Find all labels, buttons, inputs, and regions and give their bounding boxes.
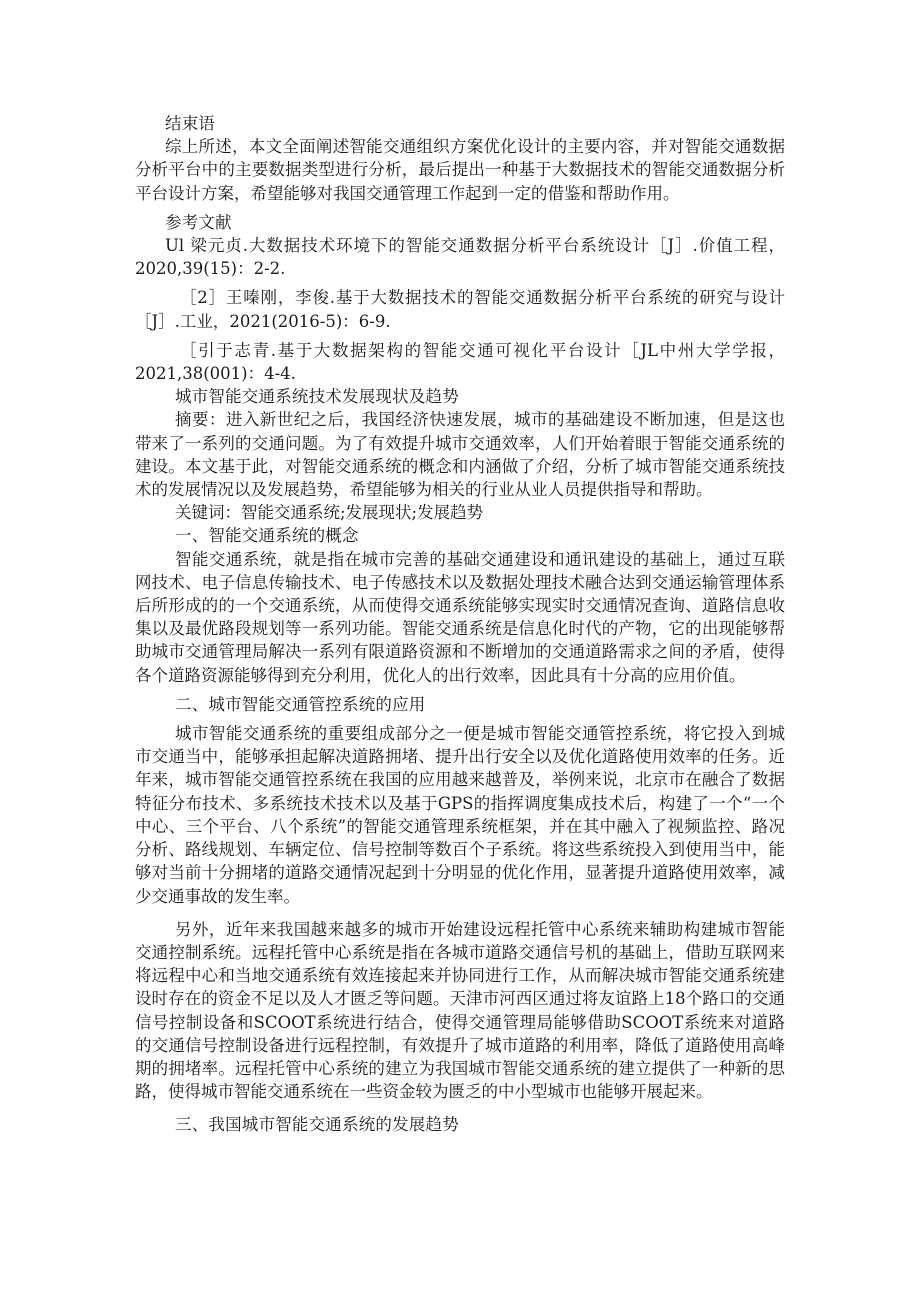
section-1-heading: 一、智能交通系统的概念 xyxy=(175,526,359,546)
section-3-heading: 三、我国城市智能交通系统的发展趋势 xyxy=(175,1115,459,1135)
article-title: 城市智能交通系统技术发展现状及趋势 xyxy=(175,387,459,407)
article-abstract: 摘要：进入新世纪之后，我国经济快速发展，城市的基础建设不断加速，但是这也带来了一系列的交通问题。为了有效提升城市交通效率，人们开始着眼于智能交通系统的建设。本文基于此，对智能交通系统的概念和内涵做了介绍，分析了城市智能交通系统技术的发展情况以及发展趋势，希望能够为相关的行业从业人员提供指导和帮助。 xyxy=(135,410,785,500)
reference-item-3: ［引于志青.基于大数据架构的智能交通可视化平台设计［JL中州大学学报，2021,38(001)：4-4. xyxy=(135,340,785,384)
section-2-paragraph-1: 城市智能交通系统的重要组成部分之一便是城市智能交通管控系统，将它投入到城市交通当中，能够承担起解决道路拥堵、提升出行安全以及优化道路使用效率的任务。近年来，城市智能交通管控系统在我国的应用越来越普及，举例来说，北京市在融合了数据特征分布技术、多系统技术技术以及基于GPS的指挥调度集成技术后，构建了一个“一个中心、三个平台、八个系统”的智能交通管理系统框架，并在其中融入了视频监控、路况分析、路线规划、车辆定位、信号控制等数百个子系统。将这些系统投入到使用当中，能够对当前十分拥堵的道路交通情况起到十分明显的优化作用，显著提升道路使用效率，减少交通事故的发生率。 xyxy=(135,724,785,906)
text-column xyxy=(135,112,785,1137)
section-1-paragraph: 智能交通系统，就是指在城市完善的基础交通建设和通讯建设的基础上，通过互联网技术、电子信息传输技术、电子传感技术以及数据处理技术融合达到交通运输管理体系后所形成的的一个交通系统，从而使得交通系统能够实现实时交通情况查询、道路信息收集以及最优路段规划等一系列功能。智能交通系统是信息化时代的产物，它的出现能够帮助城市交通管理局解决一系列有限道路资源和不断增加的交通道路需求之间的矛盾，使得各个道路资源能够得到充分利用，优化人的出行效率，因此具有十分高的应用价值。 xyxy=(135,549,785,685)
article-keywords: 关键词：智能交通系统;发展现状;发展趋势 xyxy=(175,503,484,523)
conclusion-paragraph: 综上所述，本文全面阐述智能交通组织方案优化设计的主要内容，并对智能交通数据分析平台中的主要数据类型进行分析，最后提出一种基于大数据技术的智能交通数据分析平台设计方案，希望能够对我国交通管理工作起到一定的借鉴和帮助作用。 xyxy=(135,137,785,203)
reference-item-1: Ul 梁元贞.大数据技术环境下的智能交通数据分析平台系统设计［J］.价值工程，2020,39(15)：2-2. xyxy=(135,236,785,279)
section-2-paragraph-2: 另外，近年来我国越来越多的城市开始建设远程托管中心系统来辅助构建城市智能交通控制系统。远程托管中心系统是指在各城市道路交通信号机的基础上，借助互联网来将远程中心和当地交通系统有效连接起来并协同进行工作，从而解决城市智能交通系统建设时存在的资金不足以及人才匮乏等问题。天津市河西区通过将友谊路上18个路口的交通信号控制设备和SCOOT系统进行结合，使得交通管理局能够借助SCOOT系统来对道路的交通信号控制设备进行远程控制，有效提升了城市道路的利用率，降低了道路使用高峰期的拥堵率。远程托管中心系统的建立为我国城市智能交通系统的建立提供了一种新的思路，使得城市智能交通系统在一些资金较为匮乏的中小型城市也能够开展起来。 xyxy=(135,919,785,1102)
section-2-heading: 二、城市智能交通管控系统的应用 xyxy=(175,694,426,714)
conclusion-heading: 结束语 xyxy=(165,114,216,133)
references-heading: 参考文献 xyxy=(165,212,232,232)
reference-item-2: ［2］王嗪刚，李俊.基于大数据技术的智能交通数据分析平台系统的研究与设计［J］.工业，2021(2016-5)：6-9. xyxy=(135,288,785,331)
